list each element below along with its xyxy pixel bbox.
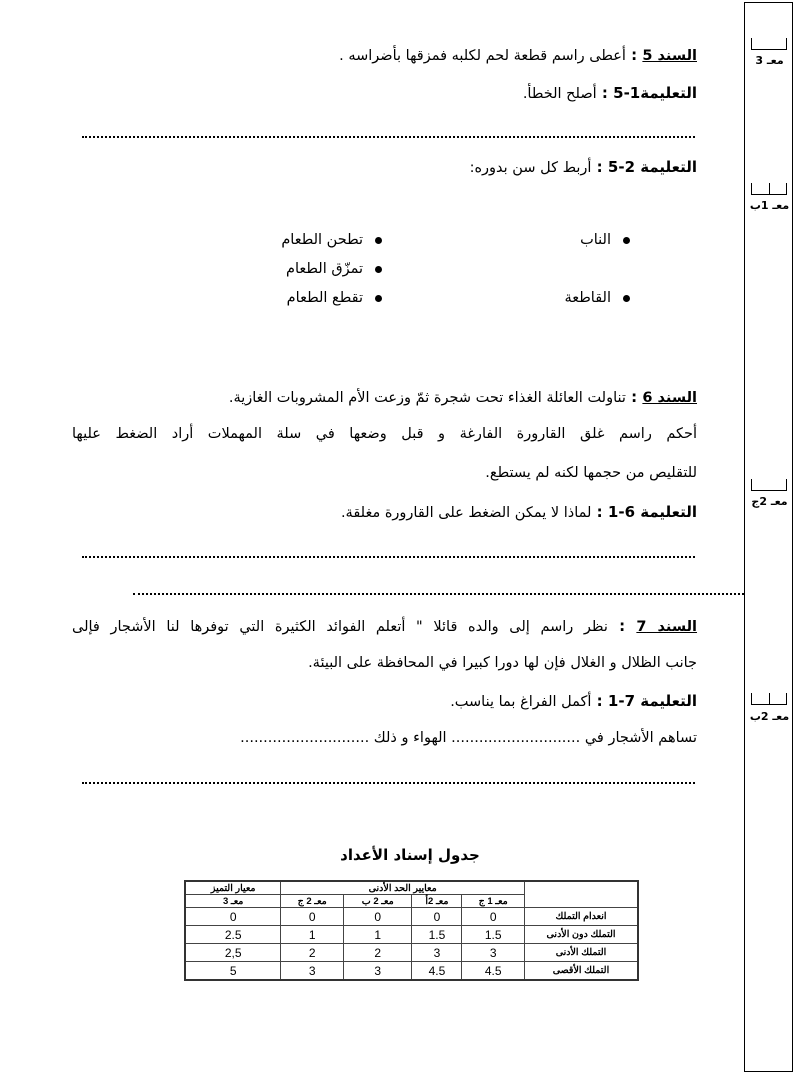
score-cell: 0 [462,908,525,926]
sanad-5-title: السند 5 [642,48,697,64]
sanad-6-text-2: أحكم راسم غلق القارورة الفارغة و قبل وضعها في سلة المهملات أراد الضغط عليها [72,426,697,442]
table-row [185,962,638,981]
score-cell: 0 [185,908,281,926]
role-item-tear[interactable]: تمزّق الطعام [286,261,382,277]
score-cell: 5 [185,962,281,981]
empty-corner-cell [525,881,639,908]
sanad-5-statement: السند 5 : أعطى راسم قطعة لحم لكلبه فمزقها بأضراسه . [339,46,697,64]
task-7-1: التعليمة 7-1 : أكمل الفراغ بما يناسب. [450,692,697,710]
table-header-row [185,881,638,895]
score-box-criterion-3[interactable] [751,38,787,50]
role-item-cut[interactable]: تقطع الطعام [287,290,382,306]
bullet-icon [623,237,630,244]
role-item-grind[interactable]: تطحن الطعام [281,232,382,248]
score-cell: 3 [462,944,525,962]
bullet-icon [375,237,382,244]
row-label: انعدام التملك [525,908,639,926]
column-header: معـ 2أ [412,895,462,908]
sanad-6-text-3: للتقليص من حجمها لكنه لم يستطع. [485,465,697,481]
sanad-7-title: السند 7 [636,619,698,635]
task-7-1-label: التعليمة 7-1 [607,692,697,710]
score-cell: 3 [281,962,344,981]
answer-line-5-1[interactable] [82,136,695,138]
score-cell: 3 [344,962,412,981]
bullet-icon [375,295,382,302]
task-5-1: التعليمة1-5 : أصلح الخطأ. [522,84,697,102]
score-cell: 1 [281,926,344,944]
table-row [185,926,638,944]
score-label: معـ 2ج [751,495,788,508]
sanad-6-statement: السند 6 : تناولت العائلة الغذاء تحت شجرة ثمّ وزعت الأم المشروبات الغازية. [228,388,697,406]
score-cell: 1.5 [412,926,462,944]
tooth-item-incisor[interactable]: القاطعة [564,290,630,306]
score-box-criterion-2c[interactable] [751,479,787,491]
score-cell: 0 [344,908,412,926]
column-header: معـ 2 ب [344,895,412,908]
score-cell: 2.5 [185,926,281,944]
task-5-2-label: التعليمة 2-5 [607,158,697,176]
answer-line-6-1b[interactable] [133,593,744,595]
column-header: معـ 3 [185,895,281,908]
score-cell: 4.5 [412,962,462,981]
grading-table [184,880,639,981]
score-cell: 1 [344,926,412,944]
task-5-1-label: التعليمة1-5 [613,84,697,102]
row-label: التملك الأقصى [525,962,639,981]
score-cell: 0 [412,908,462,926]
score-cell: 2 [281,944,344,962]
score-cell: 2,5 [185,944,281,962]
table-row [185,908,638,926]
score-cell: 1.5 [462,926,525,944]
score-box-criterion-2b[interactable] [751,693,787,705]
column-header: معـ 1 ج [462,895,525,908]
grading-table-title: جدول إسناد الأعداد [340,846,480,864]
task-6-1-label: التعليمة 6-1 [607,503,697,521]
bullet-icon [375,266,382,273]
score-cell: 3 [412,944,462,962]
task-6-1: التعليمة 6-1 : لماذا لا يمكن الضغط على القارورة مغلقة. [340,503,697,521]
row-label: التملك الأدنى [525,944,639,962]
score-cell: 2 [344,944,412,962]
score-cell: 4.5 [462,962,525,981]
column-header: معـ 2 ج [281,895,344,908]
sanad-7-statement: السند 7 : نظر راسم إلى والده قائلا " أتعلم الفوائد الكثيرة التي توفرها لنا الأشجار فإلى [72,617,698,635]
minimum-criteria-header: معايير الحد الأدنى [281,881,525,895]
answer-line-7-1[interactable] [82,782,695,784]
score-label: معـ 3 [755,54,784,67]
task-5-2: التعليمة 2-5 : أربط كل سن بدوره: [469,158,697,176]
score-box-criterion-1b[interactable] [751,183,787,195]
excellence-criterion-header: معيار التميز [185,881,281,895]
task-7-1-fill-in[interactable]: تساهم الأشجار في ............................ الهواء و ذلك ............................ [240,730,697,746]
score-label: معـ 2ب [749,710,790,723]
answer-line-6-1a[interactable] [82,556,695,558]
sanad-6-title: السند 6 [642,390,697,406]
table-row [185,944,638,962]
score-cell: 0 [281,908,344,926]
score-label: معـ 1ب [749,199,790,212]
tooth-item-canine[interactable]: الناب [580,232,630,248]
bullet-icon [623,295,630,302]
row-label: التملك دون الأدنى [525,926,639,944]
score-margin-column [744,2,793,1072]
sanad-7-text-2: جانب الظلال و الغلال فإن لها دورا كبيرا في المحافظة على البيئة. [308,655,697,671]
